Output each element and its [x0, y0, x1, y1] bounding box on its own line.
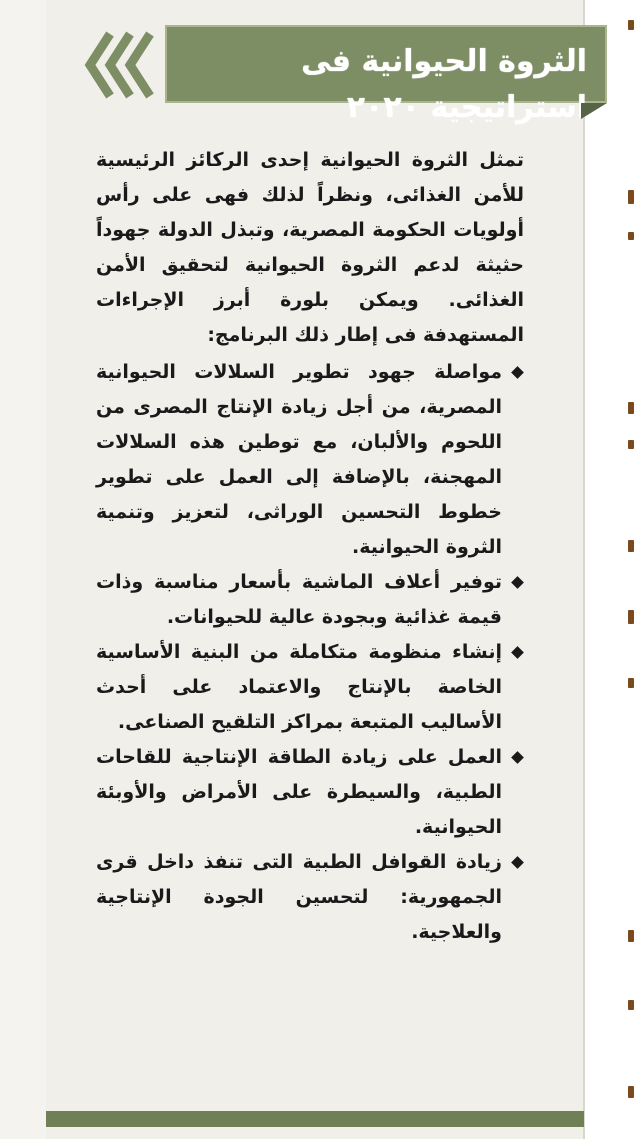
- adjacent-text-fragment: [628, 190, 634, 204]
- adjacent-text-fragment: [628, 1086, 634, 1098]
- adjacent-text-fragment: [628, 1000, 634, 1010]
- measures-list: [96, 355, 524, 950]
- diamond-bullet-icon: [511, 366, 524, 379]
- diamond-bullet-icon: [511, 751, 524, 764]
- list-item-text: توفير أعلاف الماشية بأسعار مناسبة وذات قيمة غذائية وبجودة عالية للحيوانات.: [96, 571, 502, 628]
- adjacent-text-fragment: [628, 232, 634, 240]
- list-item-text: العمل على زيادة الطاقة الإنتاجية للقاحات الطبية، والسيطرة على الأمراض والأوبئة الحيوانية.: [96, 746, 502, 838]
- list-item: [96, 635, 524, 740]
- list-item: [96, 565, 524, 635]
- triple-chevron-left-icon: [80, 28, 158, 102]
- adjacent-column-edge: [585, 0, 640, 1139]
- adjacent-text-fragment: [628, 402, 634, 414]
- section-title-banner: [165, 25, 607, 125]
- intro-paragraph: تمثل الثروة الحيوانية إحدى الركائز الرئيسية للأمن الغذائى، ونظراً لذلك فهى على رأس أولويات الحكومة المصرية، وتبذل الدولة جهوداً حثيثة لدعم الثروة الحيوانية لتحقيق الأمن الغذائى. ويمكن بلورة أبرز الإجراءات المستهدفة فى إطار ذلك البرنامج:: [96, 149, 524, 346]
- adjacent-text-fragment: [628, 440, 634, 449]
- list-item: [96, 355, 524, 565]
- list-item: [96, 740, 524, 845]
- adjacent-text-fragment: [628, 678, 634, 688]
- diamond-bullet-icon: [511, 646, 524, 659]
- adjacent-text-fragment: [628, 20, 634, 30]
- adjacent-text-fragment: [628, 610, 634, 624]
- list-item-text: مواصلة جهود تطوير السلالات الحيوانية المصرية، من أجل زيادة الإنتاج المصرى من اللحوم والألبان، مع توطين هذه السلالات المهجنة، بالإضافة إلى العمل على تطوير خطوط التحسين الوراثى، لتعزيز وتنمية الثروة الحيوانية.: [96, 361, 502, 558]
- list-item: [96, 845, 524, 950]
- diamond-bullet-icon: [511, 856, 524, 869]
- banner-fold-shadow: [581, 103, 607, 119]
- list-item-text: زيادة القوافل الطبية التى تنفذ داخل قرى الجمهورية: لتحسين الجودة الإنتاجية والعلاجية.: [96, 851, 502, 943]
- article-body: [96, 143, 524, 950]
- page-margin-left: [0, 0, 46, 1139]
- list-item-text: إنشاء منظومة متكاملة من البنية الأساسية الخاصة بالإنتاج والاعتماد على أحدث الأساليب المتبعة بمراكز التلقيح الصناعى.: [96, 641, 502, 733]
- adjacent-text-fragment: [628, 930, 634, 942]
- section-title: الثروة الحيوانية فى استراتيجية ٢٠٢٠: [301, 44, 587, 125]
- adjacent-text-fragment: [628, 540, 634, 552]
- diamond-bullet-icon: [511, 576, 524, 589]
- panel-bottom-rule: [46, 1111, 584, 1127]
